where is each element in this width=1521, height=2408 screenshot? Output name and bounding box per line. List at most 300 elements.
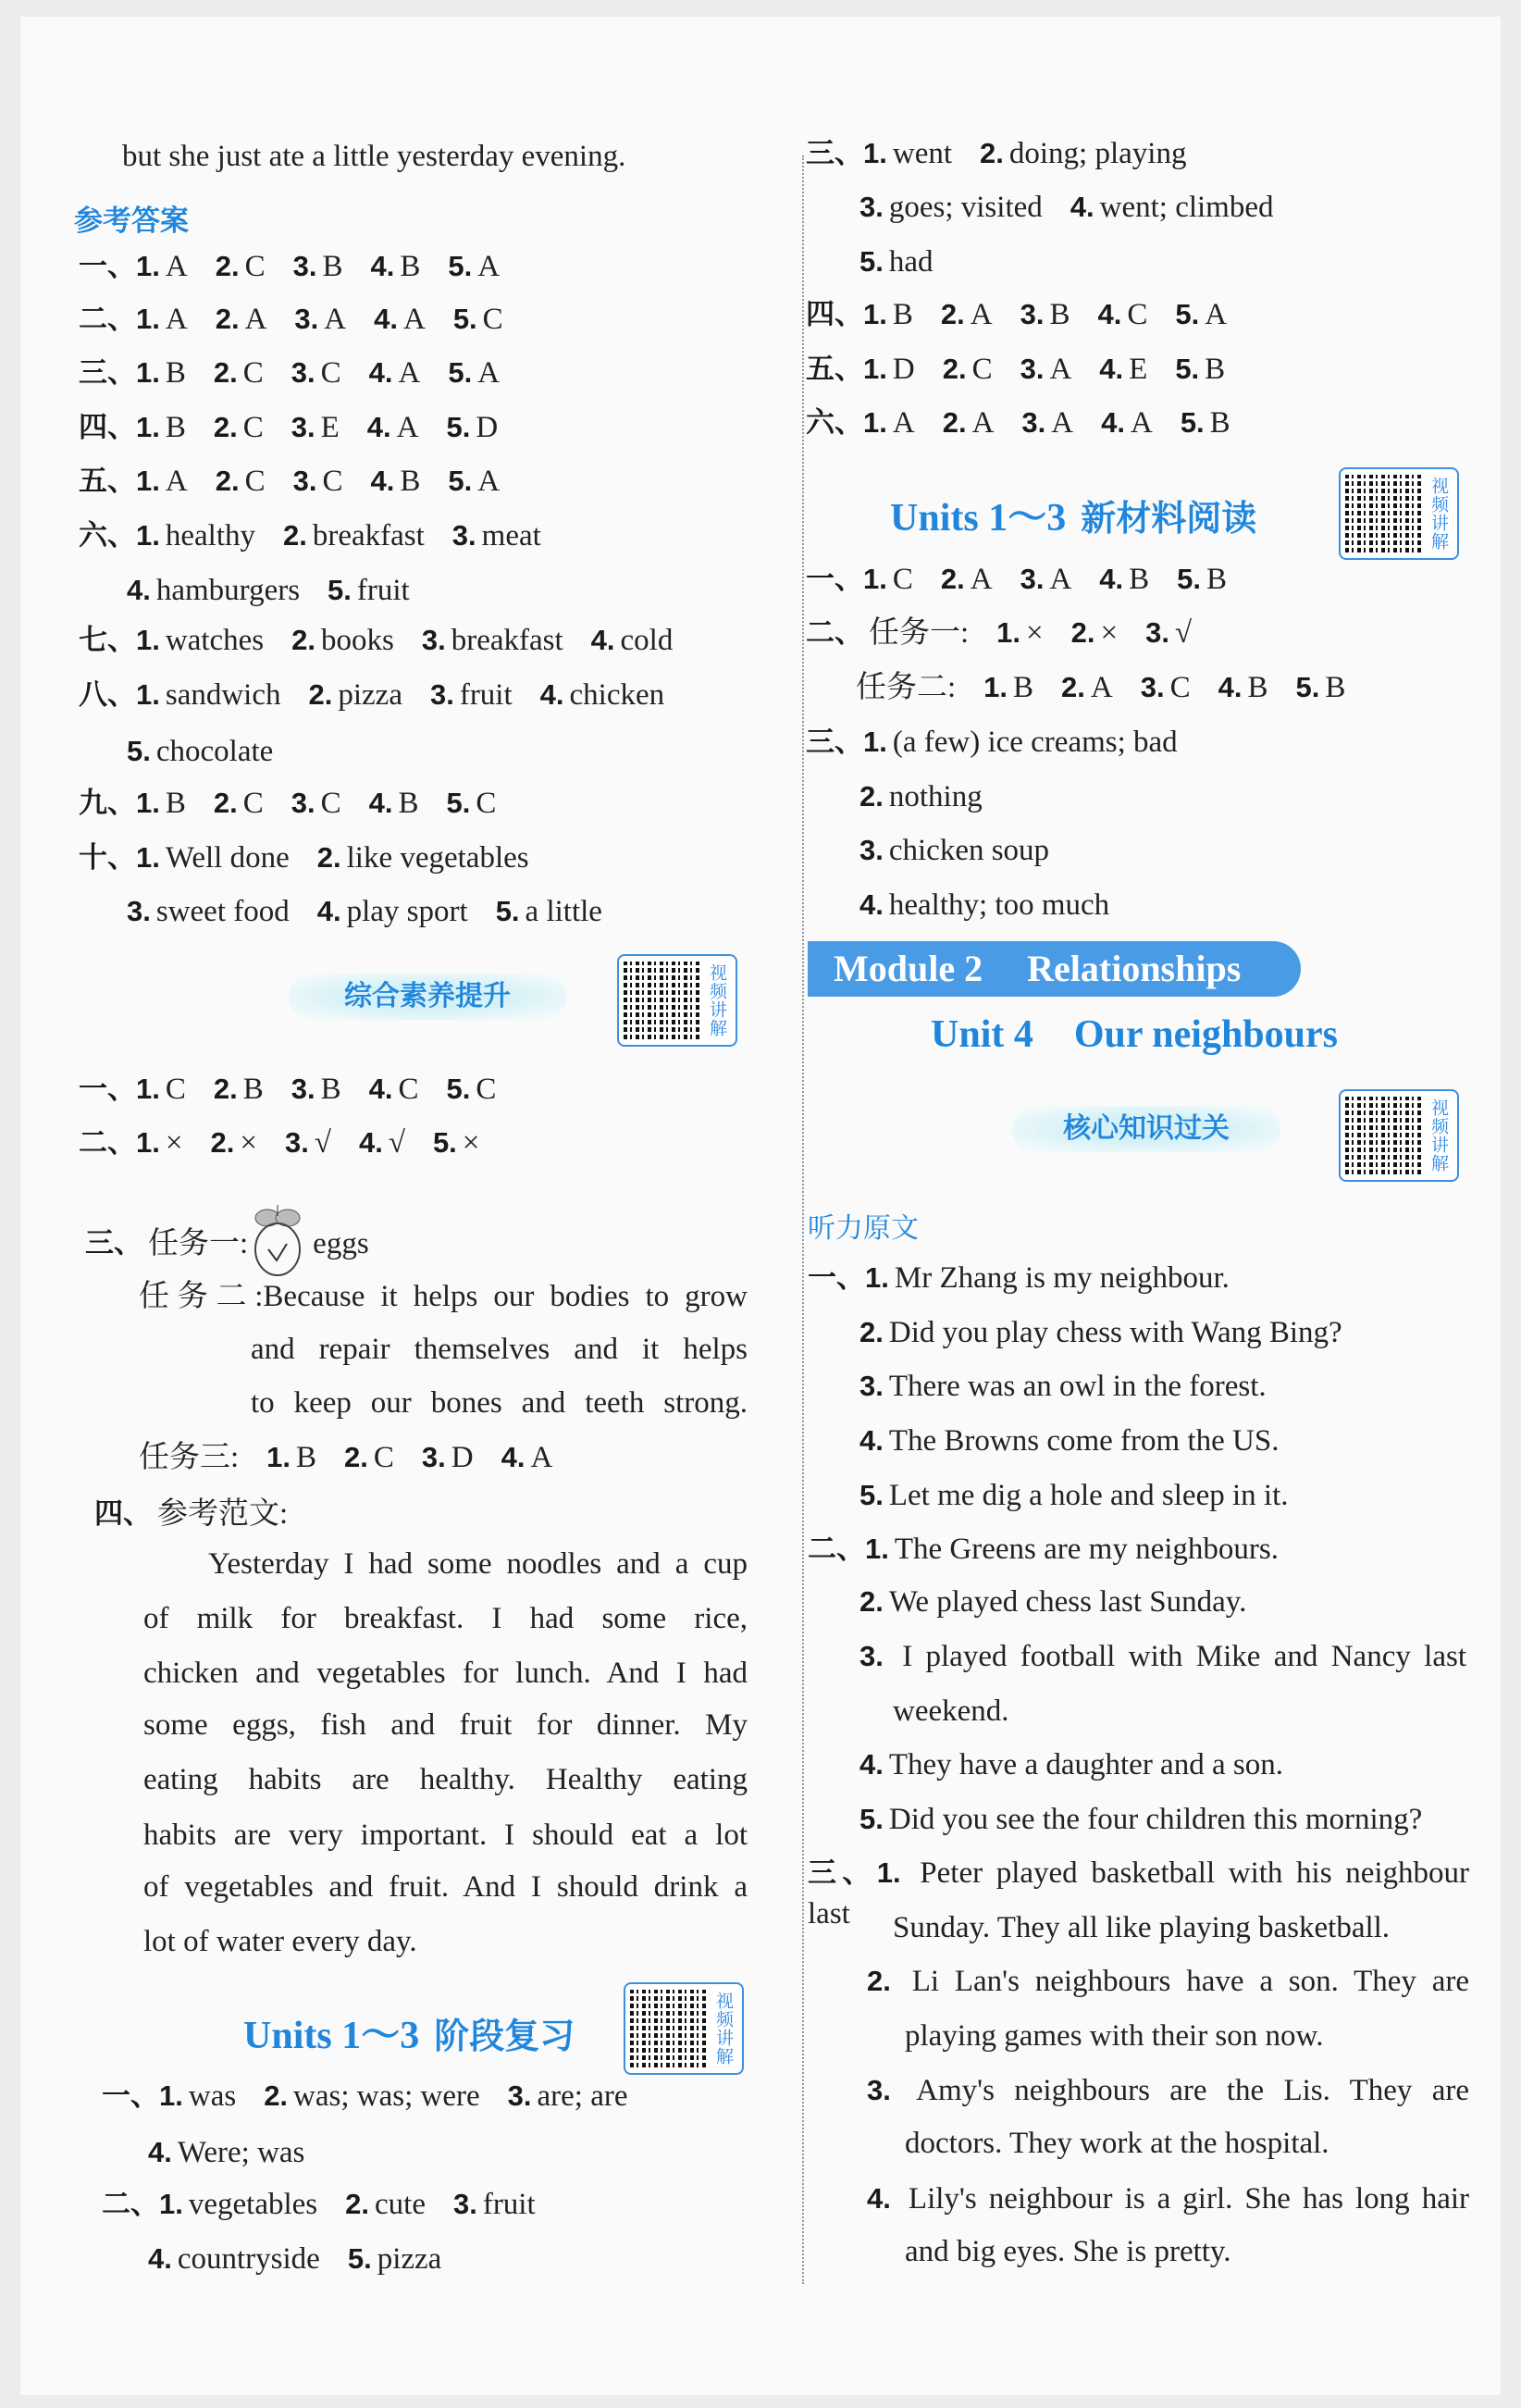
answer-text: They have a daughter and a son.: [888, 1748, 1283, 1781]
answer-text: of milk for breakfast. I had some rice,: [143, 1602, 748, 1635]
new-reading-title-zh: 新材料阅读: [1081, 498, 1257, 539]
qr-code-video[interactable]: [1339, 1089, 1459, 1182]
answer-text: B: [165, 356, 186, 390]
item-number: 3.: [867, 2074, 891, 2106]
item-number: 3.: [1020, 298, 1045, 330]
answer-text: weekend.: [893, 1694, 1009, 1728]
answer-text: E: [320, 411, 340, 444]
item-number: 4.: [859, 888, 884, 921]
item-number: 一、1.: [79, 1073, 160, 1105]
item-number: 1.: [266, 1441, 291, 1473]
answer-line: [859, 1799, 1422, 1840]
answer-line: [905, 2123, 1329, 2164]
qr-code-icon: [624, 962, 701, 1039]
item-number: 3.: [429, 678, 454, 711]
answer-line: [122, 136, 625, 177]
answer-line: [139, 1437, 552, 1478]
answer-text: Peter played basketball with his neighbour last: [808, 1856, 1470, 1930]
item-number: 4.: [148, 2136, 172, 2168]
answer-text: C: [476, 787, 497, 820]
answer-line: [859, 1475, 1289, 1516]
answer-text: B: [398, 787, 419, 820]
answer-text: nothing: [888, 780, 983, 813]
item-number: 5.: [859, 1479, 884, 1511]
qr-code-icon: [1345, 475, 1423, 552]
item-number: 5.: [859, 245, 884, 278]
answer-line: [905, 2016, 1323, 2056]
item-number: 三、1.: [806, 137, 887, 169]
answer-text: Mr Zhang is my neighbour.: [894, 1261, 1230, 1295]
answer-text: C: [482, 303, 503, 336]
new-reading-title-en: Units 1～3: [890, 497, 1067, 540]
answer-text: breakfast: [451, 624, 563, 657]
answer-text: The Greens are my neighbours.: [894, 1533, 1279, 1566]
answer-line: [859, 1421, 1279, 1461]
answer-line: [806, 349, 1225, 390]
answer-line: [867, 2070, 1469, 2111]
item-number: 3.: [859, 1370, 884, 1402]
answer-line: [79, 675, 664, 715]
answer-text: A: [1130, 406, 1153, 440]
answer-text: C: [242, 411, 264, 444]
qr-code-video[interactable]: [617, 954, 737, 1047]
item-number: 3.: [859, 191, 884, 223]
item-number: 5.: [452, 303, 477, 335]
answer-text: B: [1209, 406, 1230, 440]
item-number: 3.: [284, 1126, 309, 1159]
item-number: 六、1.: [79, 519, 160, 552]
answer-line: [859, 1744, 1283, 1785]
answer-text: Sunday. They all like playing basketball.: [893, 1911, 1391, 1944]
answer-line: [806, 559, 1227, 600]
answer-text: playing games with their son now.: [905, 2019, 1324, 2053]
answer-text: C: [398, 1073, 419, 1106]
answer-line: [859, 1312, 1342, 1353]
item-number: 二、1.: [79, 1126, 160, 1159]
answer-text: C: [320, 787, 341, 820]
listening-heading: 听力原文: [808, 1212, 919, 1245]
item-number: 3.: [127, 895, 151, 927]
item-number: 1.: [983, 671, 1008, 703]
item-number: 5.: [446, 1073, 471, 1105]
unit-number: Unit 4: [931, 1013, 1033, 1056]
answer-text: eggs: [313, 1226, 369, 1260]
answer-text: C: [165, 1073, 186, 1106]
item-number: 2.: [859, 1585, 884, 1618]
answer-text: chicken and vegetables for lunch. And I had: [143, 1657, 748, 1690]
answer-line: [867, 1961, 1469, 2002]
answer-line: [139, 1276, 748, 1317]
answer-line: [859, 1582, 1246, 1622]
answer-text: fruit: [482, 2188, 536, 2221]
item-number: 四、: [94, 1497, 152, 1530]
answer-text: B: [1013, 671, 1034, 704]
answer-line: [905, 2231, 1231, 2272]
item-number: 4.: [1070, 191, 1094, 223]
item-number: 4.: [501, 1441, 526, 1473]
item-number: 2.: [316, 841, 341, 874]
item-number: 六、1.: [806, 406, 887, 439]
answer-text: C: [373, 1441, 394, 1474]
answer-line: [808, 1258, 1230, 1298]
answer-text: countryside: [177, 2242, 320, 2276]
answer-text: D: [892, 353, 915, 386]
answer-text: 任务三:: [139, 1441, 240, 1474]
answer-text: C: [322, 465, 343, 498]
item-number: 2.: [215, 465, 240, 497]
answer-text: Lily's neighbour is a girl. She has long hair: [908, 2182, 1469, 2216]
answer-text: C: [892, 563, 913, 596]
answer-text: √: [388, 1126, 405, 1160]
item-number: 1.: [996, 616, 1021, 649]
item-number: 4.: [1101, 406, 1125, 439]
item-number: 4.: [1099, 353, 1124, 385]
item-number: 5.: [1175, 353, 1200, 385]
item-number: 九、1.: [79, 787, 160, 819]
answer-line: [143, 1759, 748, 1800]
item-number: 十、1.: [79, 841, 160, 874]
answer-text: sandwich: [165, 678, 281, 712]
item-number: 2.: [942, 353, 967, 385]
item-number: 二、: [806, 616, 863, 649]
item-number: 5.: [495, 895, 520, 927]
answer-text: A: [970, 298, 993, 331]
answer-text: A: [1049, 563, 1072, 596]
item-number: 3.: [421, 624, 446, 656]
answer-line: [251, 1329, 748, 1370]
item-number: 2.: [264, 2079, 289, 2112]
item-number: 2.: [980, 137, 1004, 169]
item-number: 4.: [859, 1748, 884, 1781]
item-number: 2.: [213, 411, 238, 443]
answer-line: [806, 613, 1192, 653]
item-number: 四、1.: [79, 411, 160, 443]
answer-line: [893, 1907, 1390, 1948]
answer-line: [148, 2132, 304, 2173]
unit-heading: [931, 1012, 1338, 1057]
unit-title: Our neighbours: [1073, 1013, 1338, 1056]
answer-text: B: [892, 298, 913, 331]
item-number: 2.: [942, 406, 967, 439]
item-number: 3.: [452, 2188, 477, 2220]
item-number: 4.: [539, 678, 564, 711]
unit-review-heading: [243, 2005, 575, 2060]
item-number: 4.: [867, 2182, 891, 2215]
item-number: 2.: [1061, 671, 1085, 703]
answer-text: vegetables: [188, 2188, 318, 2221]
answer-line: [127, 731, 273, 772]
answer-text: was: [188, 2079, 237, 2113]
answer-line: [859, 885, 1109, 925]
answer-text: ×: [165, 1126, 183, 1160]
answer-text: B: [1206, 563, 1228, 596]
answer-line: [79, 515, 541, 556]
answer-text: √: [314, 1126, 331, 1160]
answer-text: had: [888, 245, 934, 279]
answer-text: pizza: [338, 678, 402, 712]
item-number: 5.: [432, 1126, 457, 1159]
answer-text: B: [1205, 353, 1226, 386]
answer-text: D: [476, 411, 499, 444]
item-number: 五、1.: [806, 353, 887, 385]
answer-line: [102, 2184, 536, 2225]
answer-text: to keep our bones and teeth strong.: [251, 1386, 748, 1420]
item-number: 2.: [213, 787, 238, 819]
answer-line: [856, 667, 1345, 708]
item-number: 2.: [215, 250, 240, 282]
answer-text: A: [892, 406, 915, 440]
answer-text: Amy's neighbours are the Lis. They are: [916, 2074, 1469, 2107]
answer-text: Li Lan's neighbours have a son. They are: [911, 1965, 1470, 1998]
answer-text: C: [242, 787, 264, 820]
answer-text: C: [244, 250, 266, 283]
item-number: 4.: [368, 1073, 393, 1105]
answer-text: B: [322, 250, 343, 283]
answers-heading: 参考答案: [74, 205, 189, 238]
item-number: 2.: [213, 356, 238, 389]
answer-text: ×: [462, 1126, 480, 1160]
answer-text: breakfast: [312, 519, 425, 552]
answer-line: [143, 1653, 748, 1694]
answer-line: [859, 187, 1274, 228]
answer-text: Yesterday I had some noodles and a cup: [208, 1547, 748, 1581]
answer-line: [251, 1383, 748, 1423]
item-number: 3.: [294, 303, 319, 335]
item-number: 4.: [358, 1126, 383, 1159]
item-number: 3.: [292, 250, 317, 282]
item-number: 2.: [867, 1965, 891, 1997]
answer-line: [79, 246, 500, 287]
item-number: 2.: [213, 1073, 238, 1105]
answer-text: fruit: [459, 678, 513, 712]
item-number: 5.: [859, 1803, 884, 1835]
item-number: 4.: [366, 411, 391, 443]
answer-text: (a few) ice creams; bad: [892, 726, 1178, 759]
item-number: 4.: [859, 1424, 884, 1457]
answer-line: [859, 1366, 1267, 1407]
item-number: 2.: [210, 1126, 235, 1159]
answer-line: [79, 838, 529, 878]
answer-text: C: [476, 1073, 497, 1106]
item-number: 3.: [1145, 616, 1169, 649]
answer-line: [893, 1691, 1009, 1732]
answer-text: A: [165, 250, 188, 283]
answer-text: A: [1051, 406, 1074, 440]
answer-line: [102, 2076, 628, 2116]
item-number: 4.: [1218, 671, 1243, 703]
answer-text: a little: [525, 895, 602, 928]
answer-text: healthy: [165, 519, 255, 552]
answer-text: of vegetables and fruit. And I should drink a: [143, 1870, 748, 1904]
answer-line: [79, 783, 496, 824]
qr-label: 视频讲解: [713, 1992, 734, 2066]
unit-review-title-en: Units 1～3: [243, 2015, 420, 2057]
answer-line: [808, 1529, 1279, 1570]
answer-line: [127, 570, 410, 611]
answer-line: [859, 776, 983, 817]
answer-text: cold: [620, 624, 674, 657]
item-number: 2.: [940, 298, 965, 330]
answer-text: but she just ate a little yesterday evening.: [122, 140, 626, 173]
answer-text: A: [324, 303, 347, 336]
item-number: 3.: [291, 411, 315, 443]
item-number: 二、1.: [808, 1533, 889, 1565]
answer-text: doctors. They work at the hospital.: [905, 2127, 1329, 2160]
answer-page: [20, 17, 1501, 2395]
item-number: 5.: [1180, 406, 1205, 439]
answer-text: A: [165, 465, 188, 498]
answer-text: There was an owl in the forest.: [888, 1370, 1267, 1403]
column-divider: [802, 155, 804, 2284]
item-number: 4.: [368, 356, 393, 389]
answer-text: Let me dig a hole and sleep in it.: [888, 1479, 1289, 1512]
item-number: 2.: [345, 2188, 369, 2220]
item-number: 5.: [446, 411, 471, 443]
answer-text: B: [165, 787, 186, 820]
module-banner: [808, 941, 1301, 997]
answer-text: C: [971, 353, 993, 386]
answer-text: A: [477, 250, 501, 283]
answer-text: A: [477, 465, 501, 498]
answer-text: play sport: [346, 895, 468, 928]
answer-line: [79, 353, 500, 393]
answer-text: B: [1049, 298, 1070, 331]
item-number: 三、1.: [808, 1856, 901, 1889]
new-reading-heading: [890, 487, 1256, 542]
item-number: 四、1.: [806, 298, 887, 330]
item-number: 5.: [446, 787, 471, 819]
section-comprehensive: 综合素养提升: [289, 974, 566, 1020]
answer-line: [867, 2178, 1469, 2219]
answer-text: B: [400, 250, 421, 283]
item-number: 3.: [859, 834, 884, 866]
answer-line: [79, 1069, 496, 1110]
answer-text: chicken: [569, 678, 665, 712]
qr-code-video[interactable]: [1339, 467, 1459, 560]
item-number: 三、1.: [79, 356, 160, 389]
answer-line: [94, 1494, 288, 1534]
item-number: 4.: [316, 895, 341, 927]
item-number: 二、1.: [79, 303, 160, 335]
module-number: Module 2: [834, 948, 983, 989]
answer-text: ×: [240, 1126, 257, 1160]
answer-text: A: [530, 1441, 553, 1474]
answer-text: C: [1127, 298, 1148, 331]
answer-text: C: [1169, 671, 1191, 704]
qr-label: 视频讲解: [1428, 477, 1449, 551]
answer-line: [806, 403, 1230, 443]
answer-text: 任务二:: [856, 671, 957, 704]
answer-line: [806, 294, 1227, 335]
answer-text: A: [396, 411, 419, 444]
item-number: 2.: [940, 563, 965, 595]
item-number: 5.: [448, 356, 473, 389]
item-number: 4.: [368, 787, 393, 819]
answer-text: habits are very important. I should eat a lot: [143, 1818, 748, 1852]
answer-text: sweet food: [155, 895, 290, 928]
item-number: 5.: [1177, 563, 1202, 595]
answer-text: D: [451, 1441, 474, 1474]
item-number: 2.: [859, 780, 884, 813]
answer-line: [79, 407, 498, 448]
item-number: 一、1.: [102, 2079, 183, 2112]
answer-text: I played football with Mike and Nancy last: [902, 1640, 1466, 1673]
answer-text: doing; playing: [1008, 137, 1187, 170]
answer-text: Did you see the four children this morning?: [888, 1803, 1423, 1836]
item-number: 4.: [1099, 563, 1124, 595]
answer-text: Were; was: [177, 2136, 305, 2169]
answer-text: like vegetables: [346, 841, 529, 875]
answer-text: A: [398, 356, 421, 390]
item-number: 4.: [370, 250, 395, 282]
answer-text: fruit: [356, 574, 410, 607]
answer-text: B: [296, 1441, 317, 1474]
item-number: 5.: [347, 2242, 372, 2275]
item-number: 五、1.: [79, 465, 160, 497]
answer-text: B: [242, 1073, 264, 1106]
item-number: 2.: [291, 624, 316, 656]
answer-text: went; climbed: [1099, 191, 1274, 224]
answer-text: ×: [1100, 616, 1119, 650]
item-number: 4.: [370, 465, 395, 497]
answer-text: A: [165, 303, 188, 336]
answer-text: went: [892, 137, 953, 170]
answer-text: B: [400, 465, 421, 498]
answer-text: books: [321, 624, 394, 657]
answer-text: A: [971, 406, 995, 440]
answer-text: A: [1205, 298, 1228, 331]
item-number: 七、1.: [79, 624, 160, 656]
answer-text: 任务一:: [148, 1226, 249, 1260]
answer-line: [143, 1705, 748, 1745]
item-number: 3.: [291, 1073, 315, 1105]
item-number: 4.: [374, 303, 398, 335]
item-number: 4.: [1097, 298, 1122, 330]
item-number: 3.: [292, 465, 317, 497]
item-number: 一、1.: [808, 1261, 889, 1294]
answer-text: A: [244, 303, 267, 336]
item-number: 3.: [1021, 406, 1046, 439]
answer-text: and repair themselves and it helps: [251, 1333, 748, 1366]
item-number: 5.: [127, 735, 151, 767]
qr-label: 视频讲解: [1428, 1098, 1449, 1173]
answer-text: Well done: [165, 841, 290, 875]
item-number: 3.: [421, 1441, 446, 1473]
answer-text: ×: [1026, 616, 1044, 650]
item-number: 4.: [127, 574, 151, 606]
item-number: 3.: [1020, 563, 1045, 595]
item-number: 三、: [85, 1226, 142, 1260]
answer-text: √: [1175, 616, 1193, 650]
item-number: 3.: [859, 1640, 884, 1672]
answer-line: [85, 1203, 369, 1260]
item-number: 3.: [451, 519, 476, 552]
answer-line: [806, 133, 1186, 174]
answer-text: some eggs, fish and fruit for dinner. My: [143, 1708, 748, 1742]
answer-line: [143, 1815, 748, 1856]
item-number: 2.: [1070, 616, 1095, 649]
item-number: 5.: [328, 574, 352, 606]
answer-text: B: [1129, 563, 1150, 596]
answer-text: We played chess last Sunday.: [888, 1585, 1247, 1619]
section-core-knowledge: 核心知识过关: [1012, 1106, 1280, 1152]
answer-text: A: [402, 303, 426, 336]
answer-text: 参考范文:: [157, 1497, 289, 1531]
qr-code-video[interactable]: [624, 1982, 744, 2075]
answer-line: [208, 1544, 748, 1584]
item-number: 5.: [448, 250, 473, 282]
answer-text: eating habits are healthy. Healthy eating: [143, 1763, 748, 1796]
